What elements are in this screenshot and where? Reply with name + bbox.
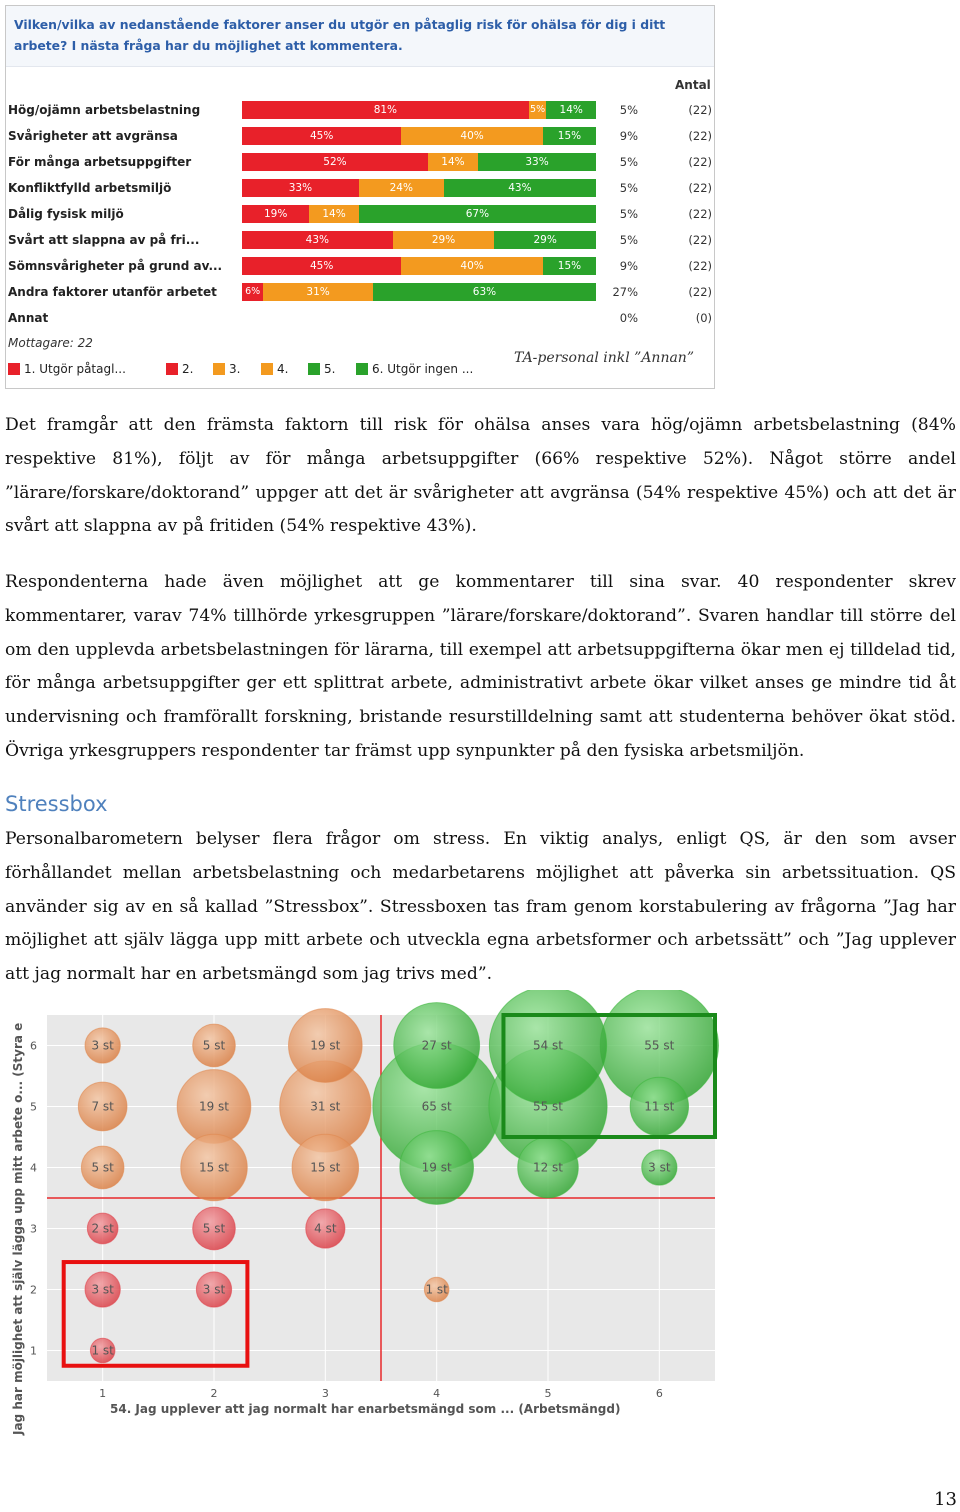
legend-label: 2.	[182, 362, 194, 376]
bar-segment: 15%	[543, 127, 596, 145]
bubble-label: 19 st	[310, 1038, 341, 1053]
stacked-bar	[242, 283, 596, 301]
bar-segment: 15%	[543, 257, 596, 275]
y-axis-label: Jag har möjlighet att själv lägga upp mitt arbete o... (Styra e	[11, 1022, 25, 1435]
bubble-label: 4 st	[314, 1221, 337, 1236]
stacked-bar	[242, 257, 596, 275]
bubble-label: 15 st	[310, 1160, 341, 1175]
bar-segment: 45%	[242, 127, 401, 145]
legend-swatch	[8, 363, 20, 375]
row-label: Annat	[8, 311, 49, 325]
x-tick-label: 4	[433, 1387, 441, 1400]
row-label: Andra faktorer utanför arbetet	[8, 285, 217, 299]
bar-segment: 29%	[494, 231, 596, 249]
response-count: (22)	[688, 285, 712, 299]
bubble-label: 3 st	[91, 1282, 114, 1297]
bubble-label: 11 st	[644, 1099, 675, 1114]
no-answer-percent: 5%	[619, 103, 638, 117]
bar-segment: 14%	[428, 153, 478, 171]
response-count: (0)	[695, 311, 712, 325]
bubble-label: 5 st	[91, 1160, 114, 1175]
bubble-chart-svg	[0, 990, 730, 1445]
x-axis-label: 54. Jag upplever att jag normalt har enarbetsmängd som ... (Arbetsmängd)	[110, 1402, 621, 1416]
stacked-bar	[242, 231, 596, 249]
bubble-label: 3 st	[202, 1282, 226, 1297]
response-count: (22)	[688, 155, 712, 169]
legend-item	[308, 360, 335, 378]
bar-segment: 81%	[242, 101, 529, 119]
bubble-label: 5 st	[202, 1221, 226, 1236]
legend-label: 6. Utgör ingen ...	[372, 362, 474, 376]
row-label: Hög/ojämn arbetsbelastning	[8, 103, 201, 117]
bubble-label: 55 st	[532, 1099, 564, 1114]
recipients-label: Mottagare: 22	[8, 336, 93, 350]
bubble-label: 19 st	[198, 1099, 230, 1114]
bubble-label: 5 st	[202, 1038, 226, 1053]
bubble-label: 12 st	[532, 1160, 564, 1175]
bubble-label: 27 st	[421, 1038, 452, 1053]
bar-segment: 43%	[444, 179, 596, 197]
page-number: 13	[934, 1489, 957, 1510]
bar-segment: 14%	[546, 101, 596, 119]
response-count: (22)	[688, 129, 712, 143]
y-tick-label: 1	[30, 1344, 37, 1358]
bubble-label: 15 st	[198, 1160, 230, 1175]
bubble-label: 55 st	[644, 1038, 675, 1053]
legend-item	[261, 360, 288, 378]
row-label: Svårt att slappna av på fri...	[8, 233, 200, 247]
bubble-label: 65 st	[421, 1099, 452, 1114]
bar-segment: 14%	[309, 205, 359, 223]
figure-caption: TA-personal inkl ”Annan”	[514, 350, 694, 366]
bar-segment: 45%	[242, 257, 401, 275]
legend-swatch	[308, 363, 320, 375]
section-heading-stressbox: Stressbox	[5, 792, 108, 816]
bubble-label: 3 st	[648, 1160, 671, 1175]
stacked-bar	[242, 101, 596, 119]
no-answer-percent: 5%	[619, 207, 638, 221]
stacked-bar	[242, 127, 596, 145]
y-tick-label: 3	[30, 1222, 37, 1236]
bubble-label: 1 st	[91, 1343, 114, 1358]
paragraph-risk-summary: Det framgår att den främsta faktorn till risk för ohälsa anses vara hög/ojämn arbetsbelastning (84% respektive 81%), följt av för många arbetsuppgifter (66% respektive 52%). Något större andel ”lärare/forskare/doktorand” uppger att det är svårigheter att avgränsa (54% respektive 45%) och att det är svårt att slappna av på fritiden (54% respektive 43%).	[5, 415, 956, 537]
no-answer-percent: 27%	[612, 285, 638, 299]
response-count: (22)	[688, 103, 712, 117]
bar-segment: 6%	[242, 283, 263, 301]
no-answer-percent: 9%	[619, 129, 638, 143]
row-label: Svårigheter att avgränsa	[8, 129, 178, 143]
stacked-bar	[242, 153, 596, 171]
bar-segment: 63%	[373, 283, 596, 301]
legend-swatch	[356, 363, 368, 375]
risk-factor-chart	[5, 5, 715, 389]
stressbox-bubble-chart	[0, 990, 730, 1445]
legend-swatch	[166, 363, 178, 375]
bubble-label: 2 st	[91, 1221, 114, 1236]
x-tick-label: 1	[99, 1387, 107, 1400]
count-header: Antal	[675, 78, 711, 92]
bar-segment: 67%	[359, 205, 596, 223]
legend-item	[166, 360, 193, 378]
row-label: För många arbetsuppgifter	[8, 155, 192, 169]
bubble-label: 54 st	[532, 1038, 564, 1053]
legend-label: 5.	[324, 362, 336, 376]
x-tick-label: 3	[321, 1387, 329, 1400]
legend-item	[213, 360, 240, 378]
bar-segment: 24%	[359, 179, 444, 197]
bar-segment: 40%	[401, 257, 543, 275]
no-answer-percent: 9%	[619, 259, 638, 273]
legend-swatch	[261, 363, 273, 375]
bubble-label: 31 st	[310, 1099, 341, 1114]
y-tick-label: 6	[30, 1039, 37, 1053]
paragraph-stressbox: Personalbarometern belyser flera frågor om stress. En viktig analys, enligt QS, är den som avser förhållandet mellan arbetsbelastning och medarbetarens möjlighet att påverka sin arbetssituation. QS använder sig av en så kallad ”Stressbox”. Stressboxen tas fram genom korstabulering av frågorna ”Jag har möjlighet att själv lägga upp mitt arbete och utveckla egna arbetsformer och arbetssätt” och ”Jag upplever att jag normalt har en arbetsmängd som jag trivs med”.	[5, 829, 956, 985]
bubble-label: 7 st	[91, 1099, 114, 1114]
no-answer-percent: 5%	[619, 233, 638, 247]
y-tick-label: 2	[30, 1283, 37, 1297]
bar-segment: 52%	[242, 153, 428, 171]
stacked-bar	[242, 309, 596, 327]
response-count: (22)	[688, 259, 712, 273]
y-tick-label: 5	[30, 1100, 37, 1114]
x-tick-label: 5	[544, 1387, 552, 1400]
row-label: Dålig fysisk miljö	[8, 207, 124, 221]
bar-segment: 33%	[242, 179, 359, 197]
legend-swatch	[213, 363, 225, 375]
bar-segment: 40%	[401, 127, 543, 145]
bar-segment: 5%	[529, 101, 547, 119]
bar-segment: 43%	[242, 231, 393, 249]
response-count: (22)	[688, 207, 712, 221]
stacked-bar	[242, 205, 596, 223]
legend-label: 1. Utgör påtagl...	[24, 362, 126, 376]
no-answer-percent: 5%	[619, 155, 638, 169]
question-text: Vilken/vilka av nedanstående faktorer anser du utgör en påtaglig risk för ohälsa för dig i ditt arbete? I nästa fråga har du möjlighet att kommentera.	[14, 17, 666, 53]
bubble-label: 3 st	[91, 1038, 114, 1053]
stacked-bar	[242, 179, 596, 197]
response-count: (22)	[688, 233, 712, 247]
row-label: Sömnsvårigheter på grund av...	[8, 259, 223, 273]
no-answer-percent: 5%	[619, 181, 638, 195]
row-label: Konfliktfylld arbetsmiljö	[8, 181, 172, 195]
x-tick-label: 2	[210, 1387, 218, 1400]
legend-label: 3.	[229, 362, 241, 376]
bubble-label: 19 st	[421, 1160, 452, 1175]
legend-item	[8, 360, 126, 378]
x-tick-label: 6	[655, 1387, 663, 1400]
paragraph-comments: Respondenterna hade även möjlighet att ge kommentarer till sina svar. 40 respondenter skrev kommentarer, varav 74% tillhörde yrkesgruppen ”lärare/forskare/doktorand”. Svaren handlar till större del om den upplevda arbetsbelastningen för lärarna, till exempel att arbetsuppgifterna ökar men ej tilldelad tid, för många arbetsuppgifter ger ett splittrat arbete, administrativt arbete ökar vilket anses ge mindre tid åt undervisning och framförallt forskning, bristande resurstilldelning samt att studenterna behöver ökat stöd. Övriga yrkesgruppers respondenter tar främst upp synpunkter på den fysiska arbetsmiljön.	[5, 572, 956, 761]
response-count: (22)	[688, 181, 712, 195]
question-header	[6, 6, 714, 67]
bar-segment: 33%	[478, 153, 596, 171]
y-tick-label: 4	[30, 1161, 37, 1175]
bar-segment: 31%	[263, 283, 373, 301]
bar-segment: 29%	[393, 231, 495, 249]
no-answer-percent: 0%	[619, 311, 638, 325]
legend-item	[356, 360, 473, 378]
legend-label: 4.	[277, 362, 289, 376]
bar-segment: 19%	[242, 205, 309, 223]
bubble-label: 1 st	[425, 1282, 448, 1297]
